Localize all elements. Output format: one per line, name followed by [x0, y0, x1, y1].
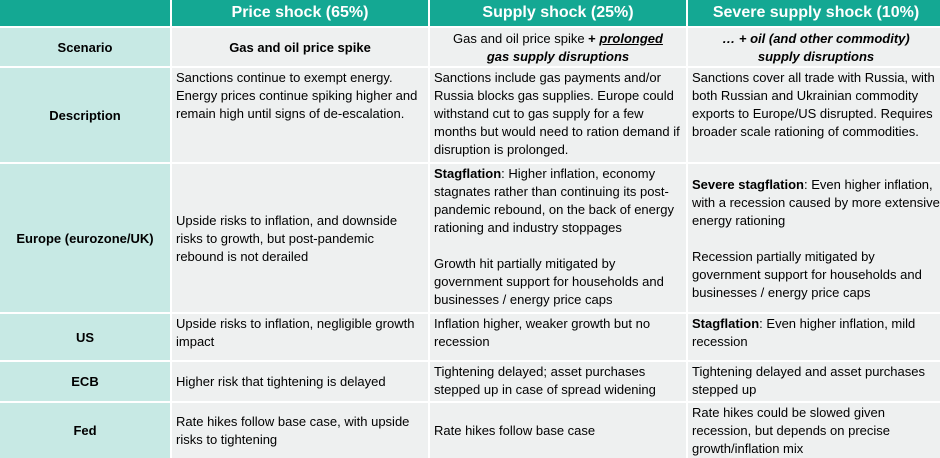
header-corner [0, 0, 170, 26]
europe-severe-spacer [692, 230, 940, 248]
ecb-price-text: Higher risk that tightening is delayed [176, 374, 386, 389]
europe-severe-p2: Recession partially mitigated by government support for households and businesses / energy price caps [692, 248, 922, 300]
fed-supply-text: Rate hikes follow base case [434, 423, 596, 438]
scenario-supply-line1 [453, 30, 663, 48]
cell-fed-supply [430, 403, 686, 458]
cell-us-severe [688, 314, 940, 360]
europe-price-text: Upside risks to inflation, and downside risks to growth, but post-pandemic rebound is not derailed [176, 212, 398, 264]
cell-us-supply: Inflation higher, weaker growth but no recession [430, 314, 686, 360]
us-severe-bold: Stagflation [692, 316, 760, 331]
row-label-europe: Europe (eurozone/UK) [0, 164, 170, 312]
row-label-fed: Fed [0, 403, 170, 458]
cell-description-supply: Sanctions include gas payments and/or Russia blocks gas supplies. Europe could withstand cut to gas supply for a few months but would need to ration demand if disruption is prolonged. [430, 68, 686, 162]
europe-severe-bold: Severe stagflation [692, 176, 804, 192]
cell-ecb-supply: Tightening delayed; asset purchases stepped up in case of spread widening [430, 362, 686, 401]
scenario-supply-emph1: prolonged [599, 30, 663, 46]
europe-severe-p1 [692, 176, 940, 230]
cell-fed-severe: Rate hikes could be slowed given recession, but depends on precise growth/inflation mix [688, 403, 940, 458]
cell-europe-supply [430, 164, 686, 312]
scenario-supply-prefix: Gas and oil price spike [453, 30, 585, 46]
us-severe-rest: : Even higher inflation, mild recession [692, 316, 916, 349]
row-label-us: US [0, 314, 170, 360]
europe-severe-rest: : Even higher inflation, with a recession caused by more extensive energy rationing [692, 176, 940, 228]
cell-scenario-severe [688, 28, 940, 66]
europe-supply-spacer [434, 237, 682, 255]
europe-supply-p2: Growth hit partially mitigated by government support for households and businesses / energy price caps [434, 256, 664, 307]
europe-supply-rest: : Higher inflation, economy stagnates rather than continuing its post-pandemic rebound, on the back of energy rationing and industry stoppages [434, 166, 674, 235]
cell-description-price: Sanctions continue to exempt energy. Energy prices continue spiking higher and remain high until signs of de-escalation. [172, 68, 428, 162]
cell-us-price: Upside risks to inflation, negligible growth impact [172, 314, 428, 360]
row-label-scenario: Scenario [0, 28, 170, 66]
cell-scenario-supply [430, 28, 686, 66]
scenario-severe-line1: … + oil (and other commodity) [722, 30, 910, 46]
cell-ecb-price [172, 362, 428, 401]
cell-scenario-price [172, 28, 428, 66]
cell-ecb-severe: Tightening delayed and asset purchases stepped up [688, 362, 940, 401]
europe-supply-p1 [434, 165, 682, 237]
row-label-description: Description [0, 68, 170, 162]
cell-description-severe: Sanctions cover all trade with Russia, with both Russian and Ukrainian commodity exports to Europe/US disrupted. Requires broader scale rationing of commodities. [688, 68, 940, 162]
header-supply-shock: Supply shock (25%) [430, 0, 686, 26]
fed-price-text: Rate hikes follow base case, with upside risks to tightening [176, 414, 410, 447]
cell-europe-price [172, 164, 428, 312]
row-label-ecb: ECB [0, 362, 170, 401]
scenario-price-text: Gas and oil price spike [229, 39, 371, 55]
scenario-severe-line2: supply disruptions [757, 48, 875, 64]
cell-europe-severe [688, 164, 940, 312]
header-severe-supply-shock: Severe supply shock (10%) [688, 0, 940, 26]
cell-fed-price [172, 403, 428, 458]
header-price-shock: Price shock (65%) [172, 0, 428, 26]
europe-supply-bold: Stagflation [434, 166, 502, 181]
scenario-supply-plus: + [584, 30, 600, 46]
scenario-supply-emph2: gas supply disruptions [486, 48, 630, 64]
